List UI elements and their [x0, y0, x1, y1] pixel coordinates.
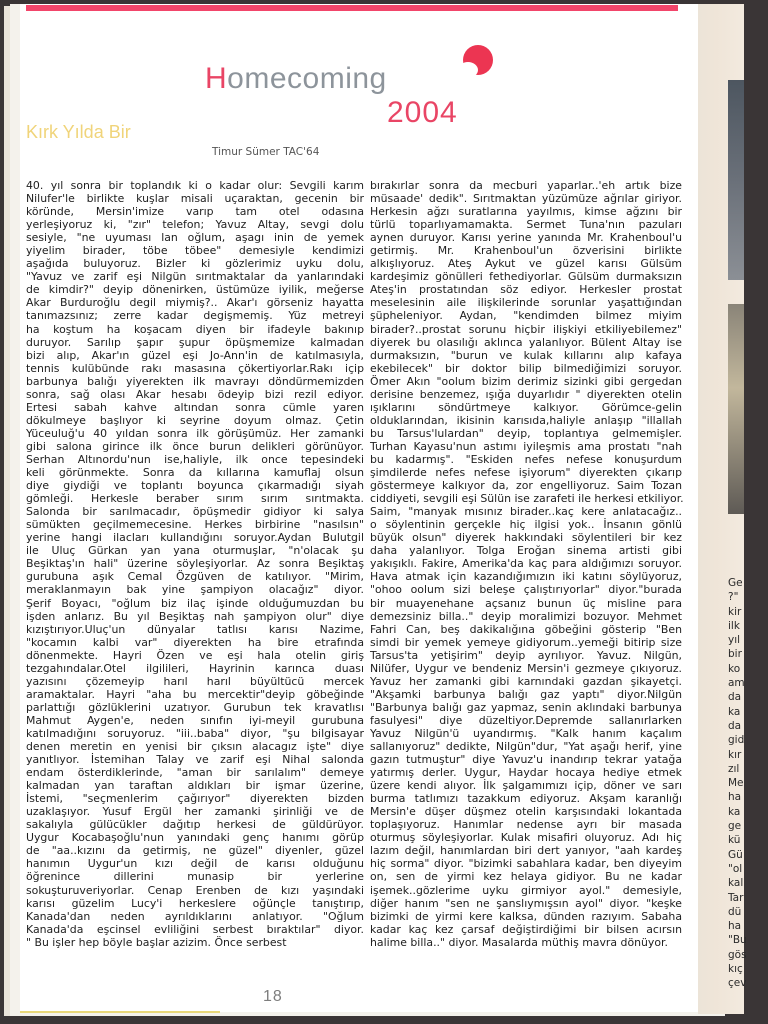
- next-page-line: kir: [728, 605, 742, 618]
- text-line: Beşiktaş'ın hali" üzerine söyleşiyorlar. Az sonra Beşiktaş: [26, 557, 364, 571]
- next-page-line: çev: [728, 977, 747, 990]
- text-line: kızıştırıyor.Uluç'un dünyalar tatlısı karısı Nazime,: [26, 622, 364, 636]
- text-line: oturmuş söyleşiyorlar. Kulak misafiri oluyoruz. Adı hiç: [370, 831, 682, 845]
- text-line: "Akşamki barbunya balığı gaz yaptı" diyor.Nilgün: [370, 687, 682, 701]
- article-column-right: [370, 179, 682, 949]
- text-line: gibi salona girince ilk önce burun delikleri görünüyor.: [26, 439, 364, 453]
- text-line: ciddiyeti, sevgili eşi Sülün ise zarafeti ile herkesi etkiliyor.: [370, 492, 684, 506]
- text-line: "kocamın kalbi var" diyerekten ha bire etrafında: [26, 635, 364, 649]
- text-line: dökulmeye başlıyor ki seyrine doyum olmaz. Çetin: [26, 413, 364, 427]
- text-line: ile Uluç Gürkan yan yana oturmuşlar, "n'olacak şu: [26, 544, 364, 558]
- title-rest: omecoming: [227, 62, 387, 95]
- text-line: birader?..prostat sorunu hiçbir ilişkiyi etkiliyebilemez": [370, 322, 682, 336]
- text-line: tanımazsınız; zerre kadar degişmemiş. Yüz metreyi: [26, 309, 364, 323]
- text-line: daha yalanlıyor. Tolga Eroğan sinema artisti gibi: [370, 544, 682, 558]
- text-line: gazın tutmuştur" diye Yavuz'u inandırıp tekrar yatağa: [370, 753, 682, 767]
- text-line: hanımın Uygur'un kızı değil de karısı olduğunu: [26, 857, 364, 871]
- next-page-line: Tar: [728, 891, 744, 904]
- text-line: Herkesin ağzı suratlarına yayılmıs, kimse ağzını bir: [370, 205, 682, 219]
- text-line: sesiyle, "ne uyuması lan oğlum, aşagı inin de yemek: [26, 231, 364, 245]
- text-line: Tarsus'ta yetişirim" deyip ayrılıyor. Yavuz. Nilgün,: [370, 648, 682, 662]
- text-line: Kanada'da eşcinsel evliliğini serbest bıraktılar" diyor.: [26, 922, 364, 936]
- text-line: parlattığı gözlüklerini uzatıyor. Gurubun tek kravatlısı: [26, 700, 364, 714]
- text-line: "ohoo oolum sizi beleşe çalıştırıyorlar" diyor."burada: [370, 583, 682, 597]
- next-page-line: da: [728, 691, 742, 704]
- text-line: keli görünmekte. Sonra da kıllarına kamuflaj olsun: [26, 466, 364, 480]
- text-line: şüpheleniyor. Aydan, "kendimden bilmez miyim: [370, 309, 682, 323]
- title-year: 2004: [387, 96, 458, 129]
- text-line: toplaşıyoruz. Hanımlar nedense ayrı bir masada: [370, 818, 682, 832]
- text-line: halime billa.." diyor. Masalarda müthiş mavra dönüyor.: [370, 935, 668, 949]
- text-line: öğrenince dillerini munasip bir yerlerine: [26, 870, 364, 884]
- text-line: sümükten geçilmemecesine. Herkes birbirine "nasılsın": [26, 518, 364, 532]
- next-page-line: gös: [728, 948, 747, 961]
- text-line: aramaktalar. Hayri "aha bu mercektir"deyip göbeğinde: [26, 687, 364, 701]
- text-line: duruyor. Sarılıp şapır şupur öpüşmemize kalmadan: [26, 335, 364, 349]
- text-line: diye giydiği ve toplantı boyunca çıkarmadığı siyah: [26, 479, 364, 493]
- next-page-line: ka: [728, 705, 741, 718]
- text-line: Ateş'in prostatından söz ediyor. Herkesler prostat: [370, 283, 682, 297]
- next-page-line: ha: [728, 791, 742, 804]
- text-line: Yüceuluğ'u 40 yıldan sonra ilk görüşümüz. Her zamanki: [26, 426, 364, 440]
- text-line: bu Tarsus'lulardan" deyip, toplantıya gelmemişler.: [370, 426, 682, 440]
- text-line: yerleşiyoruz ki, "zır" telefon; Yavuz Altay, sevgi dolu: [26, 218, 364, 232]
- text-line: karısı güzelim Lucy'i herkeslere oğünçle tanıştırıp,: [26, 896, 364, 910]
- text-line: getirmiş. Mr. Krahenboul'un özverisini birlikte: [370, 244, 682, 258]
- next-page-line: ilk: [728, 619, 740, 632]
- text-line: yerine hangi ilacları kullandığını soruyor.Aydan Bulutgil: [26, 531, 364, 545]
- text-line: Saim, "manyak mısınız birader..kaç kere anlatacağız..: [370, 505, 682, 519]
- text-line: dönenmekte. Hayri Özen ve eşi hala otelin giriş: [26, 648, 364, 662]
- text-line: tezgahındalar.Otel ilgilileri, Hayrinin karınca duası: [26, 661, 364, 675]
- text-line: tennis kulübünde rakı masasına çökertiyorlar.Rakı içip: [26, 361, 364, 375]
- text-line: gurubuna aşık Cemal Özgüven de katılıyor. "Mirim,: [26, 570, 364, 584]
- text-line: o söylentinin gerçekle hiç ilgisi yok.. İnsanın gönlü: [370, 518, 682, 532]
- text-line: sonra, sağ olası Akar hesabı ödeyip bizi rezil ediyor.: [26, 387, 364, 401]
- next-page-text: [728, 576, 768, 991]
- text-line: " Bu işler hep böyle başlar azizim. Önce serbest: [26, 935, 287, 949]
- text-line: Nilufer'le birlikte kuşlar misali uçaraktan, gecenin bir: [26, 192, 364, 206]
- text-line: gömleği. Herkesle beraber sırım sırım sırıtmakta.: [26, 492, 364, 506]
- text-line: lazım değil, hanımlardan biri dert yanıyor, "aah kardeş: [370, 844, 682, 858]
- text-line: müsaade' dedik". Sırıtmaktan yüzümüze ağrılar giriyor.: [370, 192, 682, 206]
- text-line: bu kadarmış". "Eskiden nefes nefese konuşurdum: [370, 452, 682, 466]
- text-line: derisine benzemez, ışığa duyarlıdır " diyerekten otelin: [370, 387, 682, 401]
- text-line: aşağıda buluyoruz. Bizler ki gözlerimiz uyku dolu,: [26, 257, 364, 271]
- text-line: aynen duruyor. Karısı yerine yanında Mr. Krahenboul'u: [370, 231, 682, 245]
- next-page-line: zıl: [728, 762, 740, 775]
- text-line: demezsiniz billa.." deyip moralimizi bozuyor. Mehmet: [370, 609, 682, 623]
- text-line: 40. yıl sonra bir toplandık ki o kadar olur: Sevgili karım: [26, 179, 364, 192]
- next-page-line: ha: [728, 920, 742, 933]
- text-line: ekebilecek" bir doktor bilip bilmediğimizi soruyor.: [370, 361, 682, 375]
- next-page-line: ge: [728, 820, 742, 833]
- text-line: burma tatlımızı tazakkum ediyoruz. Akşam karanlığı: [370, 792, 682, 806]
- text-line: yanıtlıyor. İstemihan Talay ve zarif eşi Nihal salonda: [26, 753, 364, 767]
- text-line: simdi bir yemek yemeye gidiyorum..yemeği bitirip size: [370, 635, 682, 649]
- footer-accent-line: [20, 1011, 220, 1013]
- text-line: köründe, Mersin'imize varıp tam otel odasına: [26, 205, 364, 219]
- header-accent-bar: [26, 5, 678, 11]
- next-page-line: Ge: [728, 577, 743, 589]
- text-line: Kanada'dan neden ayrıldıklarını anlatıyor. "Oğlum: [26, 909, 364, 923]
- text-line: Hava atmak için kazandığımızın iki katını söylüyoruz,: [370, 570, 682, 584]
- text-line: on, sen de yirmi kez helaya gidiyor. Bu ne kadar: [370, 870, 682, 884]
- text-line: Ertesi sabah kahve altından sonra cümle yaren: [26, 400, 364, 414]
- next-page-line: ?": [728, 591, 739, 604]
- text-line: Fahri Can, beş dakikalığına göbeğini gösterip "Ben: [370, 622, 682, 636]
- next-page-line: bir: [728, 648, 742, 661]
- text-line: ha koştum ha koşacam diyen bir ifadeyle bakınıp: [26, 322, 364, 336]
- text-line: fasulyesi" diye düzeltiyor.Depremde sallanırlarken: [370, 713, 682, 727]
- text-line: bırakırlar sonra da mecburi yaparlar..'eh artık bize: [370, 179, 682, 192]
- article-column-left: [26, 179, 364, 949]
- text-line: yakışıklı. Fakire, Amerika'da kaç para aldığımızı soruyor.: [370, 557, 682, 571]
- text-line: hiç sorma" diyor. "bizimki sabahlara kadar, ben diyeyim: [370, 857, 682, 871]
- text-line: büyük olsun" diyerek hakkındaki söylentileri bir kez: [370, 531, 682, 545]
- text-line: kadar kaç kez çarsaf değiştirdiğimi bir bilsen acırsın: [370, 922, 682, 936]
- text-line: barbunya balığı yiyerekten ilk mavrayı döndürmemizden: [26, 374, 364, 388]
- next-page-line: kıç: [728, 963, 743, 976]
- text-line: kalmadan yan taraftan aldıkları bir işmar üzerine,: [26, 779, 364, 793]
- title-dot-cutout: [458, 62, 478, 78]
- text-line: bizi alıp, Akar'ın güzel eşi Jo-Ann'in de katılmasıyla,: [26, 348, 364, 362]
- text-line: meraklanmayın bak yine şampiyon olacağız" diyor.: [26, 583, 364, 597]
- text-line: bir muayenehane açsanız bunun üç misline para: [370, 596, 682, 610]
- text-line: Şerif Boyacı, "oğlum biz ilaç işinde olduğumuzdan bu: [26, 596, 364, 610]
- text-line: türlü toparlıyamamakta. Sermet Tuna'nın pazuları: [370, 218, 682, 232]
- text-line: "Barbunya balığı gaz yapmaz, senin aklındaki barbunya: [370, 700, 682, 714]
- text-line: de kimdir?" deyip dönenirken, üstümüze iyilik, meğerse: [26, 283, 364, 297]
- text-line: uzaklaşıyor. Yusuf Ergül her zamanki şirinliği ve de: [26, 805, 364, 819]
- next-page-line: Me: [728, 777, 744, 790]
- text-line: Mersin'e düşer düşmez otelin karşısındaki lokantada: [370, 805, 682, 819]
- text-line: sallanıyoruz" dedikte, Nilgün"dur, "Yat aşağı herif, yine: [370, 740, 682, 754]
- next-page-line: dü: [728, 905, 742, 918]
- text-line: Uygur Kocabaşoğlu'nun yanındaki genç hanımı görüp: [26, 831, 364, 845]
- text-line: İstemi, "seçmenlerim çağırıyor" diyerekten bizden: [26, 792, 364, 806]
- text-line: şimdilerde nefes nefese işiyorum" diyerekten çıkarıp: [370, 466, 682, 480]
- title-initial: H: [205, 62, 228, 95]
- text-line: "Yavuz ve zarif eşi Nilgün sırıtmaktalar da yanlarındaki: [26, 270, 364, 284]
- next-page-line: "ol: [728, 862, 743, 875]
- next-page-line: "Bu: [728, 934, 747, 947]
- next-page-line: gid: [728, 734, 745, 747]
- text-line: de "aa..kızını da getirmiş, ne güzel" diyenler, güzel: [26, 844, 364, 858]
- text-line: Nilüfer, Uygur ve bendeniz Mersin'i gezmeye çıkıyoruz.: [370, 661, 682, 675]
- text-line: işden anlarız. Bu yıl Beşiktaş nah şampiyon olur" diye: [26, 609, 364, 623]
- text-line: Turhan Kayasu'nun astımı iyileşmis ama prostatı "nah: [370, 439, 682, 453]
- next-page-line: da: [728, 719, 742, 732]
- text-line: Yavuz her zamanki gibi karnındaki gazdan şikayetçi.: [370, 674, 682, 688]
- next-page-line: kır: [728, 748, 742, 761]
- text-line: diyerek bu olasılığı aklınca yalanlıyor. Bülent Altay ise: [370, 335, 682, 349]
- next-page-strip: [698, 4, 747, 1014]
- text-line: Serhan Altınordu'nun ise,haliyle, ilk once tepesindeki: [26, 452, 364, 466]
- text-line: Yavuz Nilgün'ü uyandırmış. "Kalk hanım kaçalım: [370, 726, 682, 740]
- text-line: Mahmut Aygen'e, neden sınıfın iyi-meyil gurubuna: [26, 713, 364, 727]
- text-line: Akar Burduroğlu degil miymiş?.. Akar'ı görseniz hayatta: [26, 296, 364, 310]
- next-page-line: ka: [728, 805, 741, 818]
- text-line: endam österdiklerinde, "aman bir sarılalım" demeye: [26, 766, 364, 780]
- text-line: katılmadığını soruyoruz. "iii..baba" diyor, "şu bilgisayar: [26, 726, 364, 740]
- text-line: sakalıyla gülücükler dağıtıp herkesi de güldürüyor.: [26, 818, 364, 832]
- next-page-line: kal: [728, 877, 744, 890]
- next-page-photo: [728, 80, 744, 280]
- next-page-line: Gü: [728, 848, 743, 861]
- byline: Timur Sümer TAC'64: [212, 146, 320, 158]
- page-number: 18: [263, 988, 283, 1005]
- text-line: yatırmış derler. Uygur, Haydar hocaya hediye etmek: [370, 766, 682, 780]
- text-line: olduklarından, ikisinin karısıda,haliyle anlaşıp "illallah: [370, 413, 682, 427]
- text-line: sokuşturuveriyorlar. Cenap Erenben de kızı yaşındaki: [26, 883, 364, 897]
- text-line: yazısını çözemeyip harıl harıl büyültücü mercek: [26, 674, 364, 688]
- article-kicker: Kırk Yılda Bir: [26, 122, 131, 142]
- text-line: bizimki de yirmi kere kalksa, dünden razıyım. Sabaha: [370, 909, 682, 923]
- text-line: üzere kendi alıyor. İlk şalgamımızı içip, döner ve sarı: [370, 779, 682, 793]
- next-page-photo: [728, 304, 744, 514]
- text-line: alkışlıyoruz. Ateş Aykut ve güzel karısı Gülsüm: [370, 257, 682, 271]
- text-line: işemek..gözlerime uyku girmiyor ayol." demesiyle,: [370, 883, 682, 897]
- text-line: meselesinin aile ilişkilerinde sorunlar yaşattığından: [370, 296, 682, 310]
- next-page-line: am: [728, 677, 745, 690]
- next-page-line: ko: [728, 662, 741, 675]
- text-line: denen meretin en yenisi bir çıksın alacagız işte" diye: [26, 740, 364, 754]
- text-line: diğer hanım "sen ne şanslıymışsın ayol" diyor. "keşke: [370, 896, 682, 910]
- text-line: durmaksızın, "burun ve kulak kıllarını alıp kafaya: [370, 348, 682, 362]
- text-line: Salonda bir sarılmacadır, öpüşmedir gidiyor ki salya: [26, 505, 364, 519]
- text-line: ışıklarını söndürtmeye kalkıyor. Görümce-gelin: [370, 400, 682, 414]
- text-line: Ömer Akın "oolum bizim derimiz sizinki gibi gergedan: [370, 374, 682, 388]
- text-line: kardeşimiz gönülleri fethediyorlar. Gülsüm durmaksızın: [370, 270, 682, 284]
- next-page-line: kü: [728, 834, 741, 847]
- next-page-line: yıl: [728, 634, 741, 647]
- text-line: göstermeye kalkıyor da, zor engelliyoruz. Saim Tozan: [370, 479, 682, 493]
- article-title: [205, 62, 387, 96]
- text-line: yiyelim birader, töbe töbee" demesiyle kendimizi: [26, 244, 364, 258]
